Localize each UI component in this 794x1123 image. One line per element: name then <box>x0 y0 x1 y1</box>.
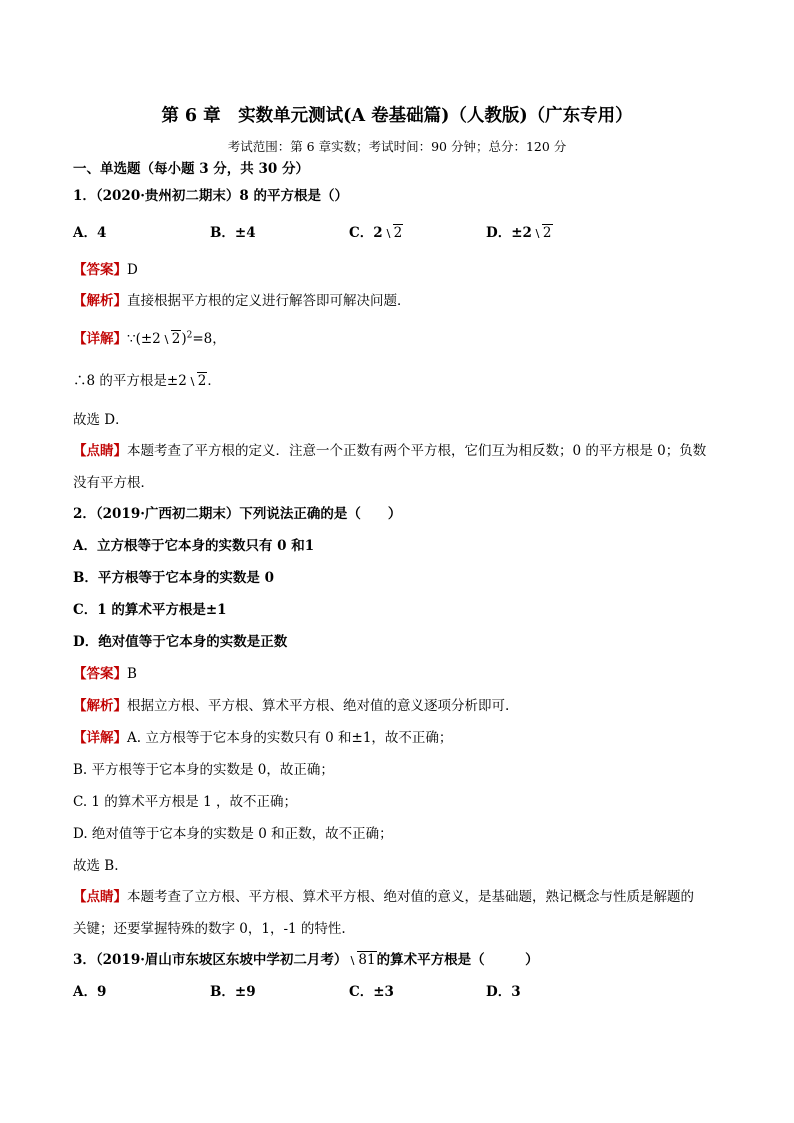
q1-comment <box>73 442 706 460</box>
q2-answer-value: B <box>127 666 137 682</box>
q3-option-d: D．3 <box>486 984 521 1000</box>
analysis-tag: 【解析】 <box>73 698 127 714</box>
q2-option-d: D．绝对值等于它本身的实数是正数 <box>73 634 288 650</box>
q1-comment-text: 本题考查了平方根的定义．注意一个正数有两个平方根，它们互为相反数；0 的平方根是 0；负数 <box>127 443 707 459</box>
q1-detail-post: =8， <box>192 331 226 347</box>
q3-option-a: A．9 <box>73 984 107 1000</box>
detail-tag: 【详解】 <box>73 730 127 746</box>
q1-option-a: A．4 <box>73 225 107 241</box>
q1-analysis <box>73 292 411 310</box>
q2-detail <box>73 729 452 747</box>
sqrt-symbol <box>533 224 553 242</box>
q3-option-c: C．±3 <box>349 984 394 1000</box>
q1-option-c <box>349 224 403 242</box>
q1-detail-line2 <box>73 372 221 390</box>
q2-answer <box>73 665 137 683</box>
q2-analysis <box>73 697 509 715</box>
page-subtitle: 考试范围：第 6 章实数；考试时间：90 分钟；总分：120 分 <box>227 139 567 154</box>
q1-detail-radicand: 2 <box>171 331 181 347</box>
question-2-stem: 2．（2019·广西初二期末）下列说法正确的是（ ） <box>73 506 402 522</box>
q2-analysis-text: 根据立方根、平方根、算术平方根、绝对值的意义逐项分析即可. <box>127 698 510 714</box>
q2-detail-line-b: B. 平方根等于它本身的实数是 0，故正确； <box>73 762 334 778</box>
q1-detail-pre: ∵(±2 <box>127 331 161 347</box>
q2-option-b: B．平方根等于它本身的实数是 0 <box>73 570 275 586</box>
q2-comment-line2: 关键；还要掌握特殊的数字 0，1，-1 的特性. <box>73 921 346 937</box>
analysis-tag: 【解析】 <box>73 293 127 309</box>
comment-tag: 【点睛】 <box>73 443 127 459</box>
q1-line2-post: ． <box>207 373 221 389</box>
q1-analysis-text: 直接根据平方根的定义进行解答即可解决问题． <box>127 293 411 309</box>
q2-detail-text: A. 立方根等于它本身的实数只有 0 和±1，故不正确； <box>127 730 453 746</box>
q2-option-c: C．1 的算术平方根是±1 <box>73 602 227 618</box>
q2-option-a: A．立方根等于它本身的实数只有 0 和1 <box>73 538 315 554</box>
q1-line2-pre: ∴8 的平方根是±2 <box>73 373 187 389</box>
q1-option-d-radicand: 2 <box>542 225 552 241</box>
detail-tag: 【详解】 <box>73 331 127 347</box>
q1-comment-line2: 没有平方根． <box>73 475 154 491</box>
page-title: 第 6 章 实数单元测试(A 卷基础篇)（人教版)（广东专用） <box>161 106 633 126</box>
sqrt-symbol <box>384 224 404 242</box>
q1-line2-radicand: 2 <box>197 373 207 389</box>
q1-option-c-label: C．2 <box>349 225 383 241</box>
answer-tag: 【答案】 <box>73 666 127 682</box>
q2-comment <box>73 888 694 906</box>
q3-stem-post: 的算术平方根是（ ） <box>376 952 539 968</box>
q1-detail-exponent: 2 <box>186 330 193 341</box>
q1-option-d-label: D．±2 <box>486 225 532 241</box>
question-3-stem <box>73 951 539 969</box>
q1-option-b: B．±4 <box>210 225 256 241</box>
q1-answer <box>73 261 138 279</box>
q3-stem-pre: 3．（2019·眉山市东坡区东坡中学初二月考） <box>73 952 348 968</box>
question-1-stem: 1．（2020·贵州初二期末）8 的平方根是（） <box>73 188 349 204</box>
q1-answer-value: D <box>127 262 138 278</box>
sqrt-symbol <box>188 372 208 390</box>
sqrt-symbol <box>162 330 182 348</box>
q1-detail: 【详解】∵(±2 2)$^2$=8， <box>73 330 226 347</box>
section-heading: 一、单选题（每小题 3 分，共 30 分） <box>73 161 309 177</box>
q3-radicand: 81 <box>358 952 376 968</box>
q2-conclusion: 故选 B. <box>73 858 119 874</box>
q1-option-d <box>486 224 553 242</box>
q3-option-b: B．±9 <box>210 984 256 1000</box>
q1-option-c-radicand: 2 <box>393 225 403 241</box>
answer-tag: 【答案】 <box>73 262 127 278</box>
q2-detail-line-d: D. 绝对值等于它本身的实数是 0 和正数，故不正确； <box>73 826 393 842</box>
q2-detail-line-c: C. 1 的算术平方根是 1 ，故不正确； <box>73 794 297 810</box>
q1-conclusion: 故选 D． <box>73 412 129 428</box>
sqrt-symbol <box>348 951 376 969</box>
q2-comment-text: 本题考查了立方根、平方根、算术平方根、绝对值的意义，是基础题，熟记概念与性质是解题的 <box>127 889 694 905</box>
comment-tag: 【点睛】 <box>73 889 127 905</box>
